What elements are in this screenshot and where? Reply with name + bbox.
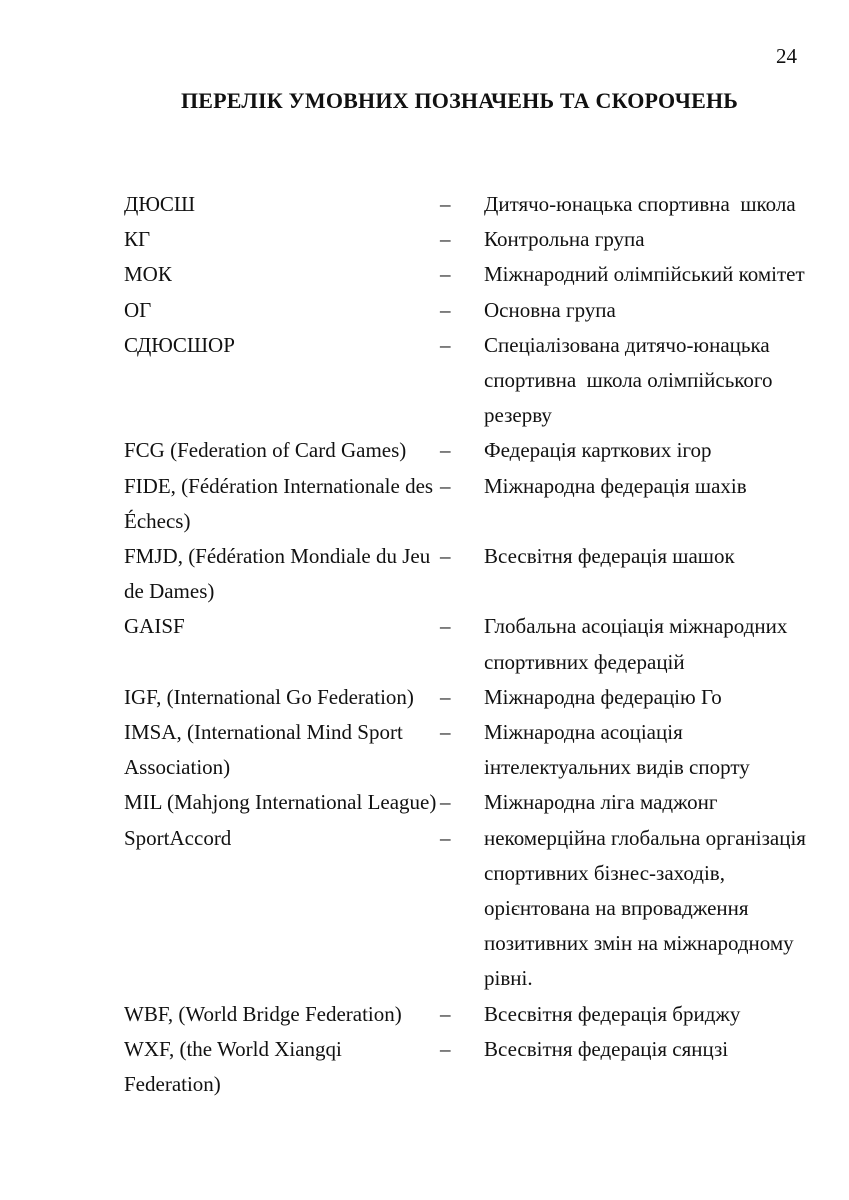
abbreviation-entry — [124, 680, 824, 715]
definition-line: Міжнародний олімпійський комітет — [484, 262, 805, 287]
dash-separator: – — [440, 297, 451, 322]
definition-line: спортивна школа олімпійського — [484, 368, 773, 393]
dash-separator: – — [440, 438, 451, 463]
abbreviation-entry — [124, 715, 824, 785]
definition-line: орієнтована на впровадження — [484, 896, 749, 921]
abbreviation-line: Association) — [124, 755, 231, 780]
abbreviation-entry — [124, 222, 824, 257]
abbreviation-entry — [124, 257, 824, 292]
dash-separator: – — [440, 614, 451, 639]
definition — [484, 187, 814, 222]
definition-line: позитивних змін на міжнародному — [484, 931, 794, 956]
abbreviation-entry — [124, 997, 824, 1032]
definition-line: Основна група — [484, 297, 616, 322]
abbreviation-text: FCG (Federation of Card Games) — [124, 438, 407, 463]
definition-line: резерву — [484, 403, 552, 428]
definition — [484, 328, 814, 434]
definition-line: Міжнародна ліга маджонг — [484, 790, 718, 815]
abbreviation-line: Échecs) — [124, 508, 191, 533]
abbreviation-text: ОГ — [124, 297, 152, 322]
definition-line: Глобальна асоціація міжнародних — [484, 614, 788, 639]
abbreviation-entry — [124, 469, 824, 539]
abbreviation-entry — [124, 433, 824, 468]
definition-line: спортивних федерацій — [484, 649, 685, 674]
definition-line: Всесвітня федерація сянцзі — [484, 1036, 729, 1061]
definition-line: Міжнародна федерація шахів — [484, 473, 747, 498]
definition — [484, 222, 814, 257]
abbreviation-entry — [124, 821, 824, 997]
abbreviation-text: SportAccord — [124, 825, 232, 850]
dash-separator: – — [440, 684, 451, 709]
page-number: 24 — [776, 44, 797, 68]
definition — [484, 785, 814, 820]
page-title: ПЕРЕЛІК УМОВНИХ ПОЗНАЧЕНЬ ТА СКОРОЧЕНЬ — [180, 88, 739, 113]
definition — [484, 469, 814, 504]
abbreviation-text: IGF, (International Go Federation) — [124, 684, 414, 709]
definition — [484, 293, 814, 328]
definition-line: Всесвітня федерація шашок — [484, 544, 735, 569]
dash-separator: – — [440, 790, 451, 815]
abbreviation-entry — [124, 328, 824, 434]
abbreviation-line: Federation) — [124, 1072, 221, 1097]
dash-separator: – — [440, 1001, 451, 1026]
abbreviation-text: WXF, (the World Xiangqi — [124, 1036, 342, 1061]
abbreviation-entry — [124, 187, 824, 222]
definition — [484, 715, 814, 785]
dash-separator: – — [440, 1036, 451, 1061]
definition — [484, 609, 814, 679]
definition-line: некомерційна глобальна організація — [484, 825, 806, 850]
dash-separator: – — [440, 473, 451, 498]
abbreviation-entry — [124, 609, 824, 679]
abbreviation-text: MIL (Mahjong International League) — [124, 790, 437, 815]
abbreviation-text: FIDE, (Fédération Internationale des — [124, 473, 434, 498]
abbreviation-text: КГ — [124, 227, 151, 252]
abbreviation-text: МОК — [124, 262, 172, 287]
definition-line: Міжнародна асоціація — [484, 720, 683, 745]
dash-separator: – — [440, 720, 451, 745]
definition — [484, 821, 814, 997]
definition-line: Всесвітня федерація бриджу — [484, 1001, 741, 1026]
definition — [484, 539, 814, 574]
definition — [484, 680, 814, 715]
dash-separator: – — [440, 332, 451, 357]
dash-separator: – — [440, 825, 451, 850]
abbreviation-text: IMSA, (International Mind Sport — [124, 720, 403, 745]
definition-line: рівні. — [484, 966, 533, 991]
abbreviation-text: WBF, (World Bridge Federation) — [124, 1001, 402, 1026]
abbreviation-entry — [124, 1032, 824, 1102]
dash-separator: – — [440, 227, 451, 252]
abbreviation-entry — [124, 293, 824, 328]
definition-line: спортивних бізнес-заходів, — [484, 860, 725, 885]
definition — [484, 1032, 814, 1067]
definition-line: Міжнародна федерацію Го — [484, 684, 722, 709]
abbreviation-text: FMJD, (Fédération Mondiale du Jeu — [124, 544, 431, 569]
abbreviation-text: СДЮСШОР — [124, 332, 235, 357]
abbreviation-entry — [124, 785, 824, 820]
definition-line: Федерація карткових ігор — [484, 438, 712, 463]
abbreviation-line: de Dames) — [124, 579, 215, 604]
abbreviation-text: GAISF — [124, 614, 185, 639]
abbreviation-entry — [124, 539, 824, 609]
definition-line: Дитячо-юнацька спортивна школа — [484, 192, 796, 216]
definition-line: Контрольна група — [484, 227, 645, 252]
abbreviation-text: ДЮСШ — [124, 192, 196, 216]
dash-separator: – — [440, 544, 451, 569]
definition-line: інтелектуальних видів спорту — [484, 755, 750, 780]
abbreviation-list — [124, 187, 824, 1102]
definition — [484, 257, 814, 292]
dash-separator: – — [440, 192, 451, 216]
definition — [484, 433, 814, 468]
definition-line: Спеціалізована дитячо-юнацька — [484, 332, 770, 357]
dash-separator: – — [440, 262, 451, 287]
definition — [484, 997, 814, 1032]
